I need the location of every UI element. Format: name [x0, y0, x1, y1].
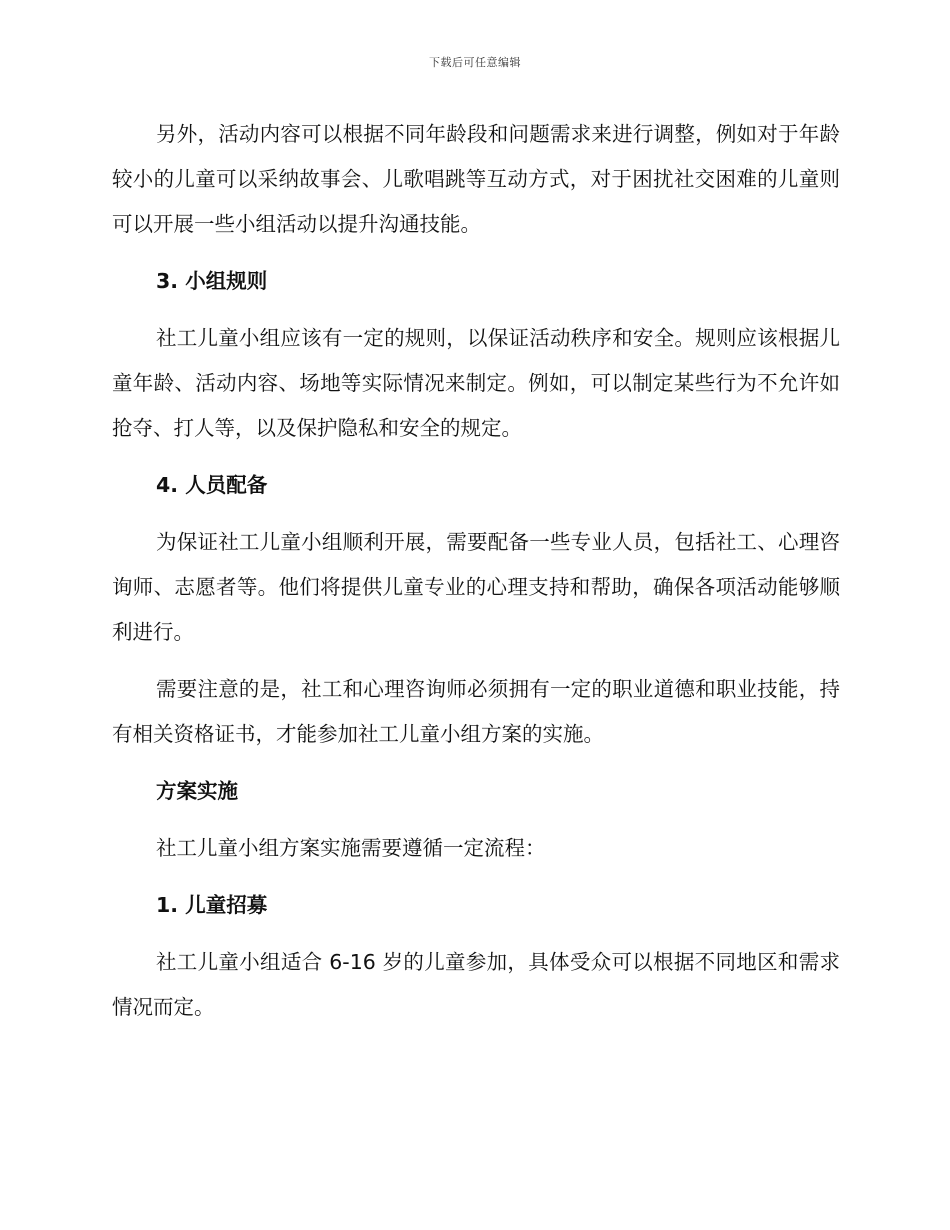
page-header: 下载后可任意编辑 — [429, 56, 521, 69]
paragraph-group-rules: 社工儿童小组应该有一定的规则，以保证活动秩序和安全。规则应该根据儿童年龄、活动内容、场地等实际情况来制定。例如，可以制定某些行为不允许如抢夺、打人等，以及保护隐私和安全的规定。 — [112, 326, 840, 440]
heading-group-rules: 3. 小组规则 — [156, 269, 268, 293]
document-body — [112, 112, 840, 1042]
heading-recruitment: 1. 儿童招募 — [156, 893, 268, 917]
paragraph-recruitment: 社工儿童小组适合 6-16 岁的儿童参加，具体受众可以根据不同地区和需求情况而定。 — [112, 950, 840, 1019]
paragraph-staffing-note: 需要注意的是，社工和心理咨询师必须拥有一定的职业道德和职业技能，持有相关资格证书，才能参加社工儿童小组方案的实施。 — [112, 677, 840, 746]
heading-staffing: 4. 人员配备 — [156, 473, 268, 497]
paragraph-implementation: 社工儿童小组方案实施需要遵循一定流程： — [156, 836, 546, 860]
heading-implementation: 方案实施 — [156, 779, 238, 803]
paragraph-activity-adjustment: 另外，活动内容可以根据不同年龄段和问题需求来进行调整，例如对于年龄较小的儿童可以采纳故事会、儿歌唱跳等互动方式，对于困扰社交困难的儿童则可以开展一些小组活动以提升沟通技能。 — [112, 122, 840, 236]
paragraph-staffing: 为保证社工儿童小组顺利开展，需要配备一些专业人员，包括社工、心理咨询师、志愿者等。他们将提供儿童专业的心理支持和帮助，确保各项活动能够顺利进行。 — [112, 530, 840, 644]
